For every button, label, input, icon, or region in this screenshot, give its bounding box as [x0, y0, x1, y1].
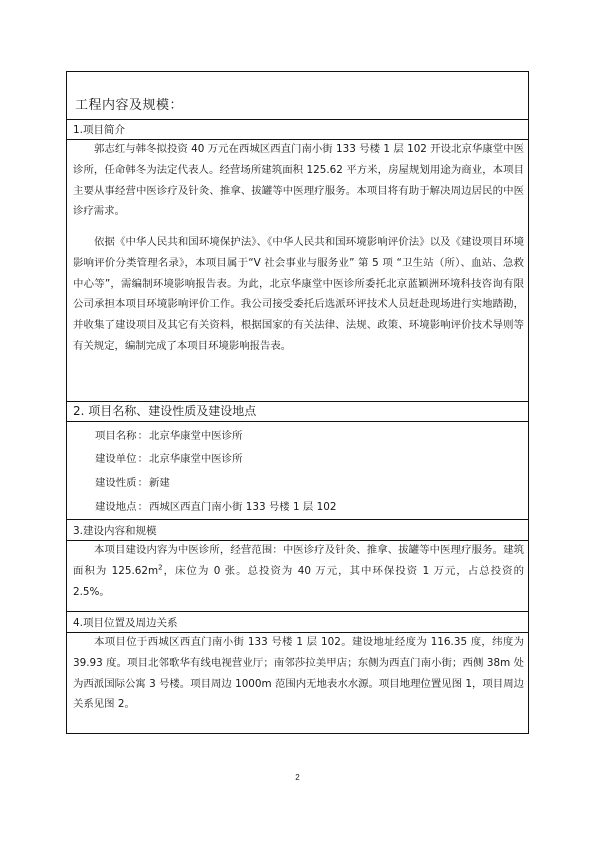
superscript: 2	[158, 563, 163, 572]
divider	[67, 119, 528, 120]
field-location: 建设地点：西城区西直门南小街 133 号楼 1 层 102	[95, 501, 337, 513]
field-label: 项目名称	[95, 430, 137, 442]
field-value: 西城区西直门南小街 133 号楼 1 层 102	[148, 501, 337, 513]
paragraph-legal-basis: 依据《中华人民共和国环境保护法》、《中华人民共和国环境影响评价法》以及《建设项目环境影响评价分类管理名录》，本项目属于“V 社会事业与服务业” 第 5 项 “卫生站（所）、血站、急救中心等”，需编制环境影响报告表。为此，北京华康堂中医诊所委托北京蓝颖洲环境科技咨询有限公司承担本项目环境影响评价工作。我公司接受委托后选派环评技术人员赶赴现场进行实地踏勘，并收集了建设项目及其它有关资料，根据国家的有关法律、法规、政策、环境影响评价技术导则等有关规定，编制完成了本项目环境影响报告表。	[73, 236, 524, 352]
field-value: 北京华康堂中医诊所	[148, 430, 243, 442]
field-project-name: 项目名称：北京华康堂中医诊所	[95, 430, 243, 442]
divider	[67, 519, 528, 520]
divider	[67, 401, 528, 402]
heading-project-name-location: 2. 项目名称、建设性质及建设地点	[73, 404, 257, 418]
field-builder: 建设单位：北京华康堂中医诊所	[95, 453, 243, 465]
content-frame	[66, 71, 529, 734]
divider	[67, 611, 528, 612]
field-nature: 建设性质：新建	[95, 477, 170, 489]
heading-project-intro: 1.项目简介	[73, 124, 126, 136]
paragraph-location-surroundings: 本项目位于西城区西直门南小街 133 号楼 1 层 102。建设地址经度为 116.35 度，纬度为 39.93 度。项目北邻歌华有线电视营业厅；南邻莎拉美甲店；东侧为西直门南小街；西侧 38m 处为西派国际公寓 3 号楼。项目周边 1000m 范围内无地表水水源。项目地理位置见图 1，项目周边关系见图 2。	[73, 636, 524, 711]
field-value: 新建	[148, 477, 170, 489]
section-title: 工程内容及规模：	[75, 98, 184, 113]
field-label: 建设性质	[95, 477, 137, 489]
heading-construction-scale: 3.建设内容和规模	[73, 525, 157, 537]
field-label: 建设地点	[95, 501, 137, 513]
field-value: 北京华康堂中医诊所	[148, 453, 243, 465]
divider	[67, 421, 528, 422]
page-number: 2	[295, 773, 300, 782]
paragraph-project-intro: 郭志红与韩冬拟投资 40 万元在西城区西直门南小街 133 号楼 1 层 102 开设北京华康堂中医诊所，任命韩冬为法定代表人。经营场所建筑面积 125.62 平方米，房屋规划用途为商业，本项目主要从事经营中医诊疗及针灸、推拿、拔罐等中医理疗服务。本项目将有助于解决周边居民的中医诊疗需求。	[73, 143, 524, 218]
heading-location-surroundings: 4.项目位置及周边关系	[73, 617, 178, 629]
paragraph-construction-scale: 本项目建设内容为中医诊所，经营范围：中医诊疗及针灸、推拿、拔罐等中医理疗服务。建筑面积为 $125.62m^2$，床位为 0 张。总投资为 40 万元，其中环保投资 1 万元，占总投资的 2.5%。	[73, 544, 524, 598]
field-label: 建设单位	[95, 453, 137, 465]
